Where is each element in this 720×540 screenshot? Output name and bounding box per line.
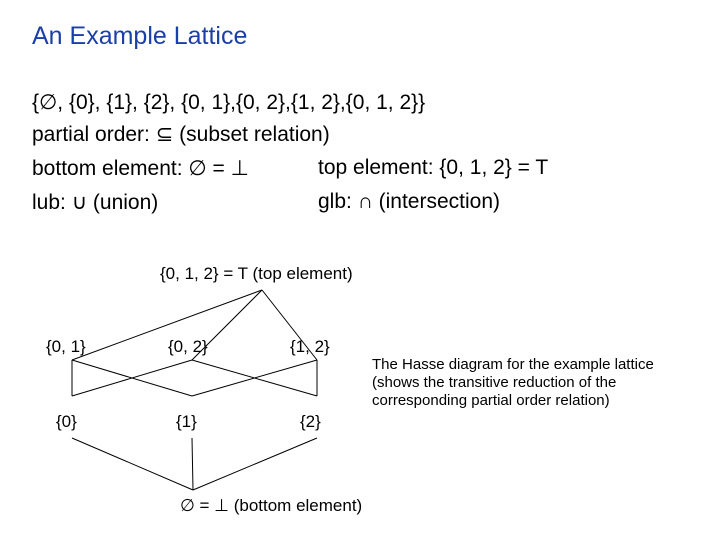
node-12: {1, 2} bbox=[290, 337, 330, 356]
edge-1-bottom bbox=[192, 438, 193, 490]
node-01: {0, 1} bbox=[46, 337, 86, 356]
edge-top-01 bbox=[72, 290, 262, 360]
bottom-element-line: bottom element: ∅ = ⊥ bbox=[32, 157, 249, 180]
slide-title: An Example Lattice bbox=[32, 22, 248, 50]
lattice-set-line: {∅, {0}, {1}, {2}, {0, 1},{0, 2},{1, 2},{0, 1, 2}} bbox=[32, 91, 426, 114]
top-element-line: top element: {0, 1, 2} = T bbox=[318, 156, 549, 179]
node-1: {1} bbox=[176, 412, 197, 431]
edge-0-bottom bbox=[72, 438, 193, 490]
node-bottom: ∅ = ⊥ (bottom element) bbox=[180, 496, 363, 515]
node-top: {0, 1, 2} = T (top element) bbox=[160, 264, 353, 283]
node-0: {0} bbox=[56, 412, 77, 431]
edge-2-bottom bbox=[193, 438, 317, 490]
hasse-caption: The Hasse diagram for the example lattice (shows the transitive reduction of the corresponding partial order relation) bbox=[372, 356, 654, 409]
partial-order-line: partial order: ⊆ (subset relation) bbox=[32, 123, 330, 146]
glb-line: glb: ∩ (intersection) bbox=[318, 190, 500, 213]
node-2: {2} bbox=[300, 412, 321, 431]
node-02: {0, 2} bbox=[168, 337, 208, 356]
lub-line: lub: ∪ (union) bbox=[32, 191, 159, 214]
